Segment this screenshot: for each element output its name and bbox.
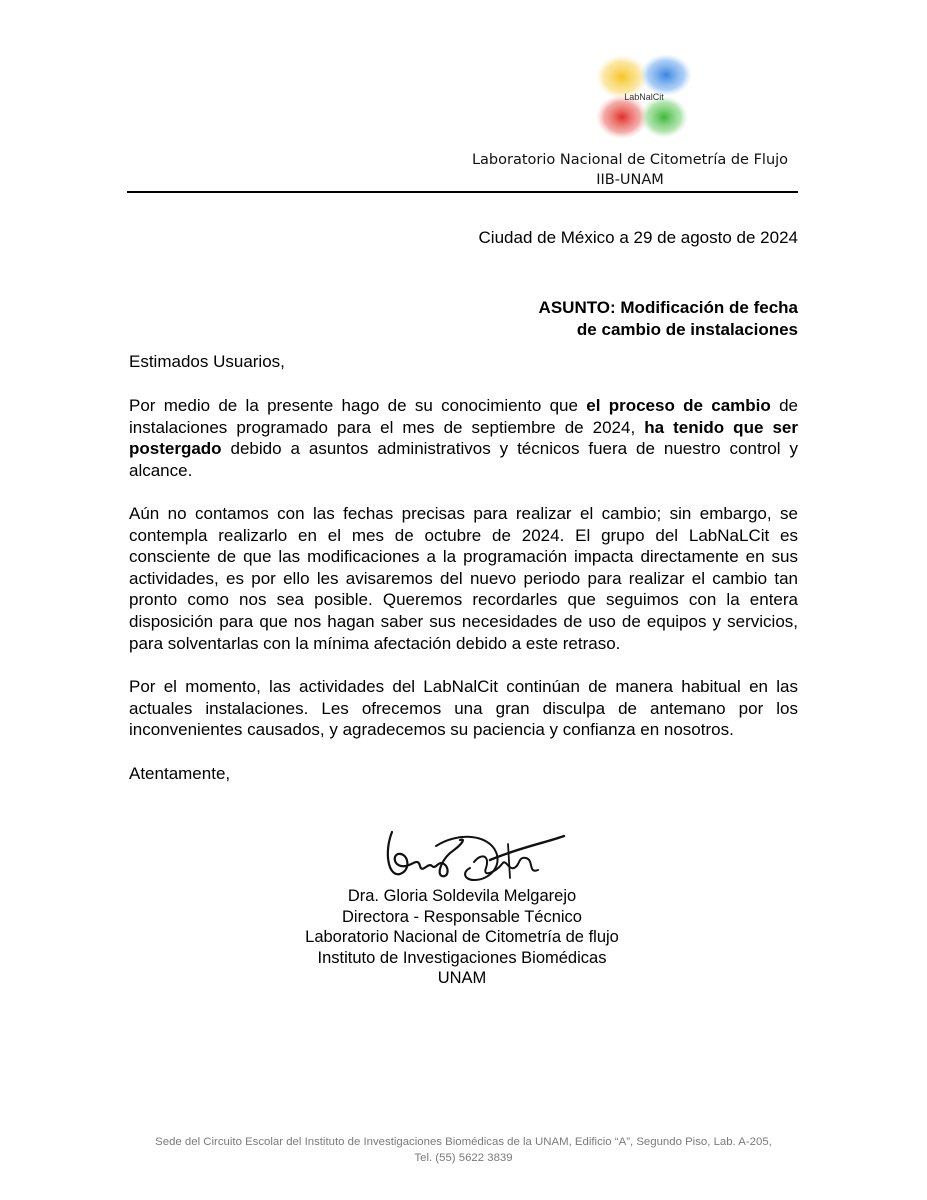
footer (100, 1135, 827, 1166)
paragraph-2: Aún no contamos con las fechas precisas para realizar el cambio; sin embargo, se contempla realizarlo en el mes de octubre de 2024. El grupo del LabNaLCit es consciente de que las modificaciones a la programación impacta directamente en sus actividades, es por ello les avisaremos del nuevo periodo para realizar el cambio tan pronto como nos sea posible. Queremos recordarles que seguimos con la entera disposición para que nos hagan saber sus necesidades de uso de equipos y servicios, para solventarlas con la mínima afectación debido a este retraso. (129, 504, 798, 653)
subject-line-1: ASUNTO: Modificación de fecha (538, 298, 798, 317)
signatory-role: Directora - Responsable Técnico (342, 907, 582, 926)
subject-line-2: de cambio de instalaciones (576, 320, 798, 339)
footer-phone: Tel. (55) 5622 3839 (414, 1151, 513, 1164)
date-line: Ciudad de México a 29 de agosto de 2024 (478, 228, 798, 247)
closing: Atentamente, (129, 764, 231, 783)
logo-text: LabNalCit (624, 92, 664, 102)
letterhead-institution: IIB-UNAM (596, 172, 664, 188)
header-divider (127, 191, 798, 193)
paragraph-1-text-c: debido a asuntos administrativos y técnicos fuera de nuestro control y alcance. (129, 439, 798, 480)
logo-graphic (596, 55, 692, 139)
subject (398, 297, 798, 341)
signatory-lab: Laboratorio Nacional de Citometría de flujo (305, 928, 619, 946)
paragraph-3: Por el momento, las actividades del LabNalCit continúan de manera habitual en las actuales instalaciones. Les ofrecemos una gran disculpa de antemano por los inconvenientes causados, y agradecemos su paciencia y confianza en nosotros. (129, 677, 798, 740)
paragraph-1-bold-a: el proceso de cambio (586, 396, 771, 415)
signatory-block (250, 886, 674, 989)
letterhead (430, 150, 830, 190)
paragraph-1-bold-b: ha tenido que ser postergado (129, 417, 798, 459)
labnalcit-logo (596, 55, 692, 139)
signatory-name: Dra. Gloria Soldevila Melgarejo (347, 887, 577, 905)
paragraph-1-text-b: de instalaciones programado para el mes de septiembre de 2024, (129, 396, 799, 437)
footer-address: Sede del Circuito Escolar del Instituto de Investigaciones Biomédicas de la UNAM, Edificio “A”, Segundo Piso, Lab. A-205, (155, 1136, 772, 1148)
paragraph-1 (129, 395, 798, 481)
signatory-institute: Instituto de Investigaciones Biomédicas (317, 948, 607, 967)
signatory-university: UNAM (437, 969, 487, 987)
letterhead-lab-name: Laboratorio Nacional de Citometría de Flujo (471, 152, 789, 168)
greeting: Estimados Usuarios, (129, 352, 285, 371)
paragraph-1-text-a: Por medio de la presente hago de su conocimiento que (129, 396, 587, 415)
